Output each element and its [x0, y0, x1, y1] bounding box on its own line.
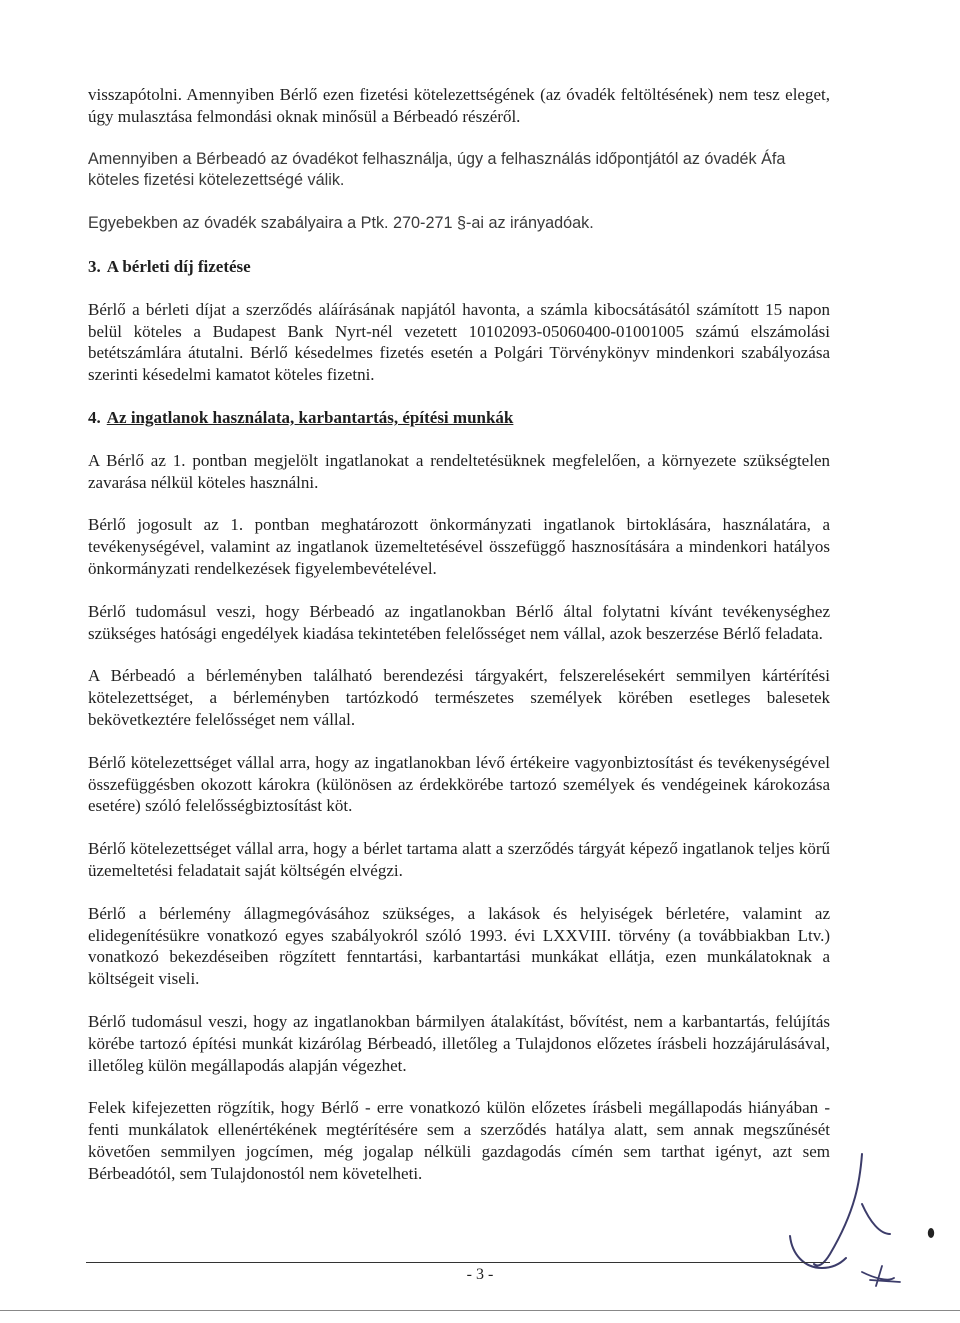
section-3-number: 3. [88, 256, 101, 276]
document-body [88, 84, 830, 1205]
section-4-paragraph: Bérlő tudomásul veszi, hogy Bérbeadó az ingatlanokban Bérlő által folytatni kívánt tevékenységhez szükséges hatósági engedélyek kiadása tekintetében felelősséget nem vállal, azok beszerzése Bérlő feladata. [88, 601, 830, 643]
page-number: - 3 - [466, 1266, 494, 1283]
scan-edge-rule [0, 1310, 960, 1311]
section-4-paragraph: Bérlő kötelezettséget vállal arra, hogy az ingatlanokban lévő értékeire vagyonbiztosítást és tevékenységével összefüggésben okozott károkra (különösen az érdekkörébe tartozó személyek és vendégeinek károkozása esetére) szóló felelősségbiztosítást köt. [88, 752, 830, 816]
section-4-paragraph: Bérlő jogosult az 1. pontban meghatározott önkormányzati ingatlanok birtoklására, használatára, a tevékenységével, valamint az ingatlanok üzemeltetésével összefüggő hasznosítására a mindenkori hatályos önkormányzati rendelkezések figyelembevételével. [88, 515, 830, 578]
section-3-paragraph: Bérlő a bérleti díjat a szerződés aláírásának napjától havonta, a számla kibocsátásától számított 15 napon belül köteles a Budapest Bank Nyrt-nél vezetett 10102093-05060400-01001005 számú elszámolási betétszámlára átutalni. Bérlő késedelmes fizetés esetén a Polgári Törvénykönyv mindenkori szabályozása szerinti késedelmi kamatot köteles fizetni. [88, 299, 830, 385]
paragraph-deposit-rules: Egyebekben az óvadék szabályaira a Ptk. 270-271 §-ai az irányadóak. [88, 214, 594, 233]
section-3-heading [88, 256, 830, 278]
paragraph-deposit-replenish: visszapótolni. Amennyiben Bérlő ezen fizetési kötelezettségének (az óvadék feltöltésének) nem tesz eleget, úgy mulasztása felmondási oknak minősül a Bérbeadó részéről. [88, 85, 830, 126]
signature-stroke [790, 1154, 890, 1268]
section-4-paragraph: Bérlő a bérlemény állagmegóvásához szükséges, a lakások és helyiségek bérletére, valamint az elidegenítésükre vonatkozó egyes szabályokról szóló 1993. évi LXXVIII. törvény (a továbbiakban Ltv.) vonatkozó bekezdéseiben rögzített fenntartási, karbantartási munkákat ellátja, ezen munkálatoknak a költségeit viseli. [88, 903, 830, 989]
footer-rule [86, 1262, 830, 1263]
section-4-paragraph: Bérlő kötelezettséget vállal arra, hogy a bérlet tartama alatt a szerződés tárgyát képező ingatlanok teljes körű üzemeltetési feladatait saját költségén elvégzi. [88, 839, 830, 880]
paragraph-deposit-vat: Amennyiben a Bérbeadó az óvadékot felhasználja, úgy a felhasználás időpontjától az óvadék Áfa köteles fizetési kötelezettségé válik. [88, 149, 786, 190]
section-4-paragraph: Bérlő tudomásul veszi, hogy az ingatlanokban bármilyen átalakítást, bővítést, nem a karbantartás, felújítás körébe tartozó építési munkát kizárólag Bérbeadó, illetőleg a Tulajdonos előzetes írásbeli hozzájárulásával, illetőleg külön megállapodás alapján végezhet. [88, 1011, 830, 1075]
section-3-title: A bérleti díj fizetése [106, 256, 251, 276]
section-4-paragraph: A Bérbeadó a bérleményben található berendezési tárgyakért, felszerelésekért semmilyen kártérítési kötelezettséget, a bérleményben tartózkodó természetes személyek körében esetleges balesetek bekövetkeztére felelősséget nem vállal. [88, 666, 830, 729]
section-4-title: Az ingatlanok használata, karbantartás, építési munkák [106, 407, 514, 427]
section-4-heading [88, 407, 830, 429]
ink-dot-mark [926, 1226, 936, 1240]
section-4-paragraph: Felek kifejezetten rögzítik, hogy Bérlő - erre vonatkozó külön előzetes írásbeli megállapodás hiányában - fenti munkálatok ellenértékének megtérítésére sem a szerződés hatálya alatt, sem annak megszűnését követően semmilyen jogcímen, még jogalap nélküli gazdagodás címén sem tarthat igényt, azt sem Bérbeadótól, sem Tulajdonostól nem követelheti. [88, 1098, 830, 1183]
section-4-paragraph: A Bérlő az 1. pontban megjelölt ingatlanokat a rendeltetésüknek megfelelően, a környezete szükségtelen zavarása nélkül köteles használni. [88, 450, 830, 492]
section-4-number: 4. [88, 407, 101, 427]
